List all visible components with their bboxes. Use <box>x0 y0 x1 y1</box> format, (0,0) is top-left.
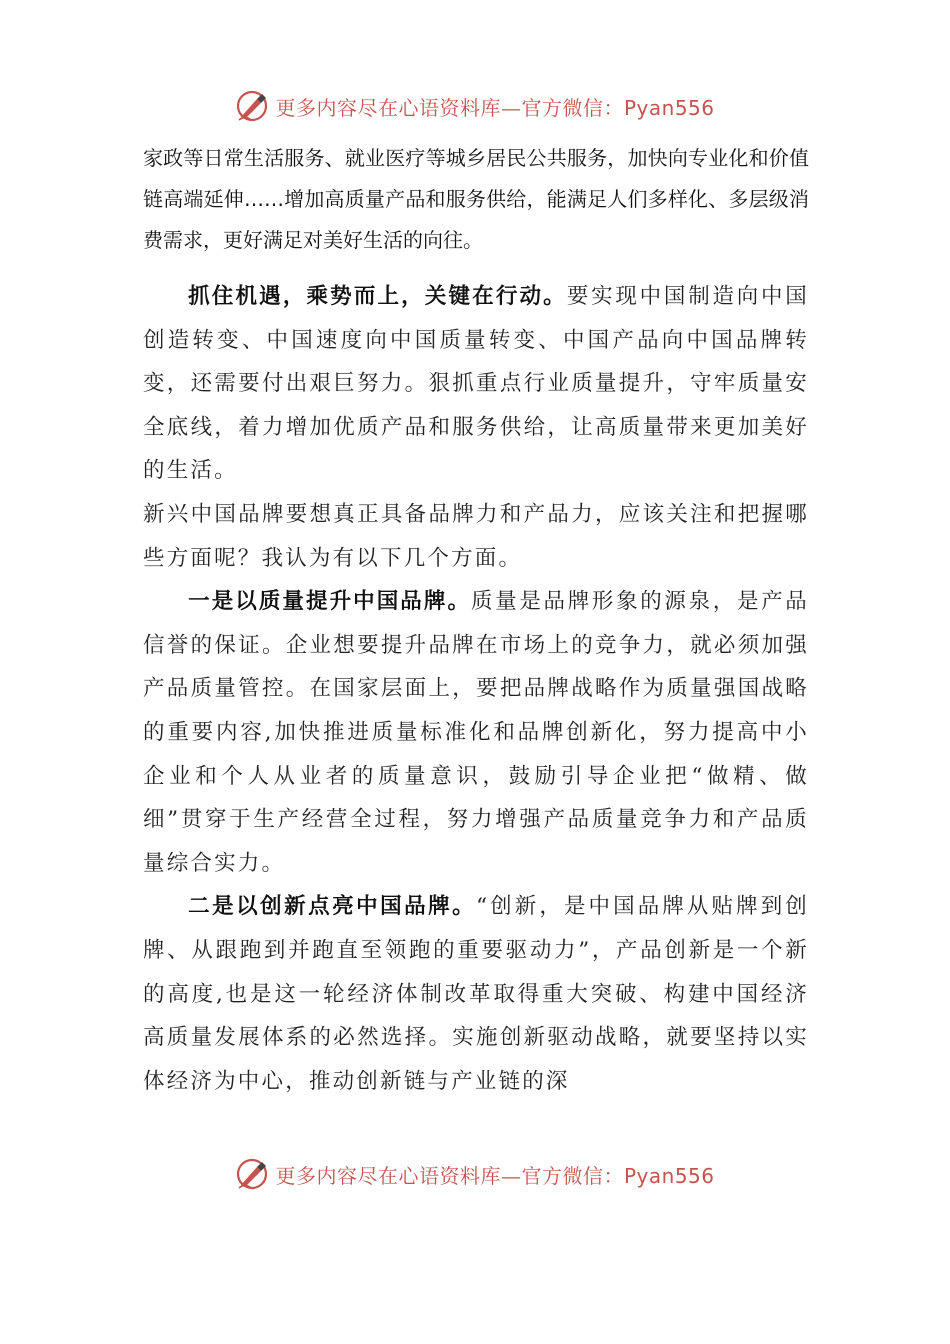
paragraph-quality <box>143 580 809 885</box>
paragraph-innovation <box>143 885 809 1103</box>
paragraph-text: “创新，是中国品牌从贴牌到创牌、从跟跑到并跑直至领跑的重要驱动力”，产品创新是一个新的高度,也是这一轮经济体制改革取得重大突破、构建中国经济高质量发展体系的必然选择。实施创新驱动战略，就要坚持以实体经济为中心，推动创新链与产业链的深 <box>143 894 809 1094</box>
pen-nib-logo-icon <box>235 1157 269 1191</box>
paragraph-lead: 一是以质量提升中国品牌。 <box>188 589 472 615</box>
paragraph-continuation: 家政等日常生活服务、就业医疗等城乡居民公共服务，加快向专业化和价值链高端延伸……增加高质量产品和服务供给，能满足人们多样化、多层级消费需求，更好满足对美好生活的向往。 <box>143 146 809 252</box>
paragraph-lead: 二是以创新点亮中国品牌。 <box>188 894 477 920</box>
paragraph-text: 要实现中国制造向中国创造转变、中国速度向中国质量转变、中国产品向中国品牌转变，还需要付出艰巨努力。狠抓重点行业质量提升，守牢质量安全底线，着力增加优质产品和服务供给，让高质量带来更加美好的生活。 <box>143 284 809 484</box>
paragraph-question: 新兴中国品牌要想真正具备品牌力和产品力，应该关注和把握哪些方面呢？我认为有以下几个方面。 <box>143 501 809 571</box>
document-body <box>143 138 809 1103</box>
paragraph-text: 质量是品牌形象的源泉，是产品信誉的保证。企业想要提升品牌在市场上的竞争力，就必须加强产品质量管控。在国家层面上，要把品牌战略作为质量强国战略的重要内容,加快推进质量标准化和品牌创新化，努力提高中小企业和个人从业者的质量意识，鼓励引导企业把“做精、做细”贯穿于生产经营全过程，努力增强产品质量竞争力和产品质量综合实力。 <box>143 589 809 876</box>
header-banner <box>0 86 950 126</box>
paragraph-lead: 抓住机遇，乘势而上，关键在行动。 <box>188 284 567 309</box>
footer-banner <box>0 1154 950 1194</box>
paragraph-action <box>143 275 809 493</box>
pen-nib-logo-icon <box>235 89 269 123</box>
wechat-id: Pyan556 <box>623 95 715 120</box>
wechat-id: Pyan556 <box>623 1163 715 1188</box>
banner-text: 更多内容尽在心语资料库—官方微信：Pyan556 <box>275 95 715 120</box>
banner-text: 更多内容尽在心语资料库—官方微信：Pyan556 <box>275 1163 715 1188</box>
